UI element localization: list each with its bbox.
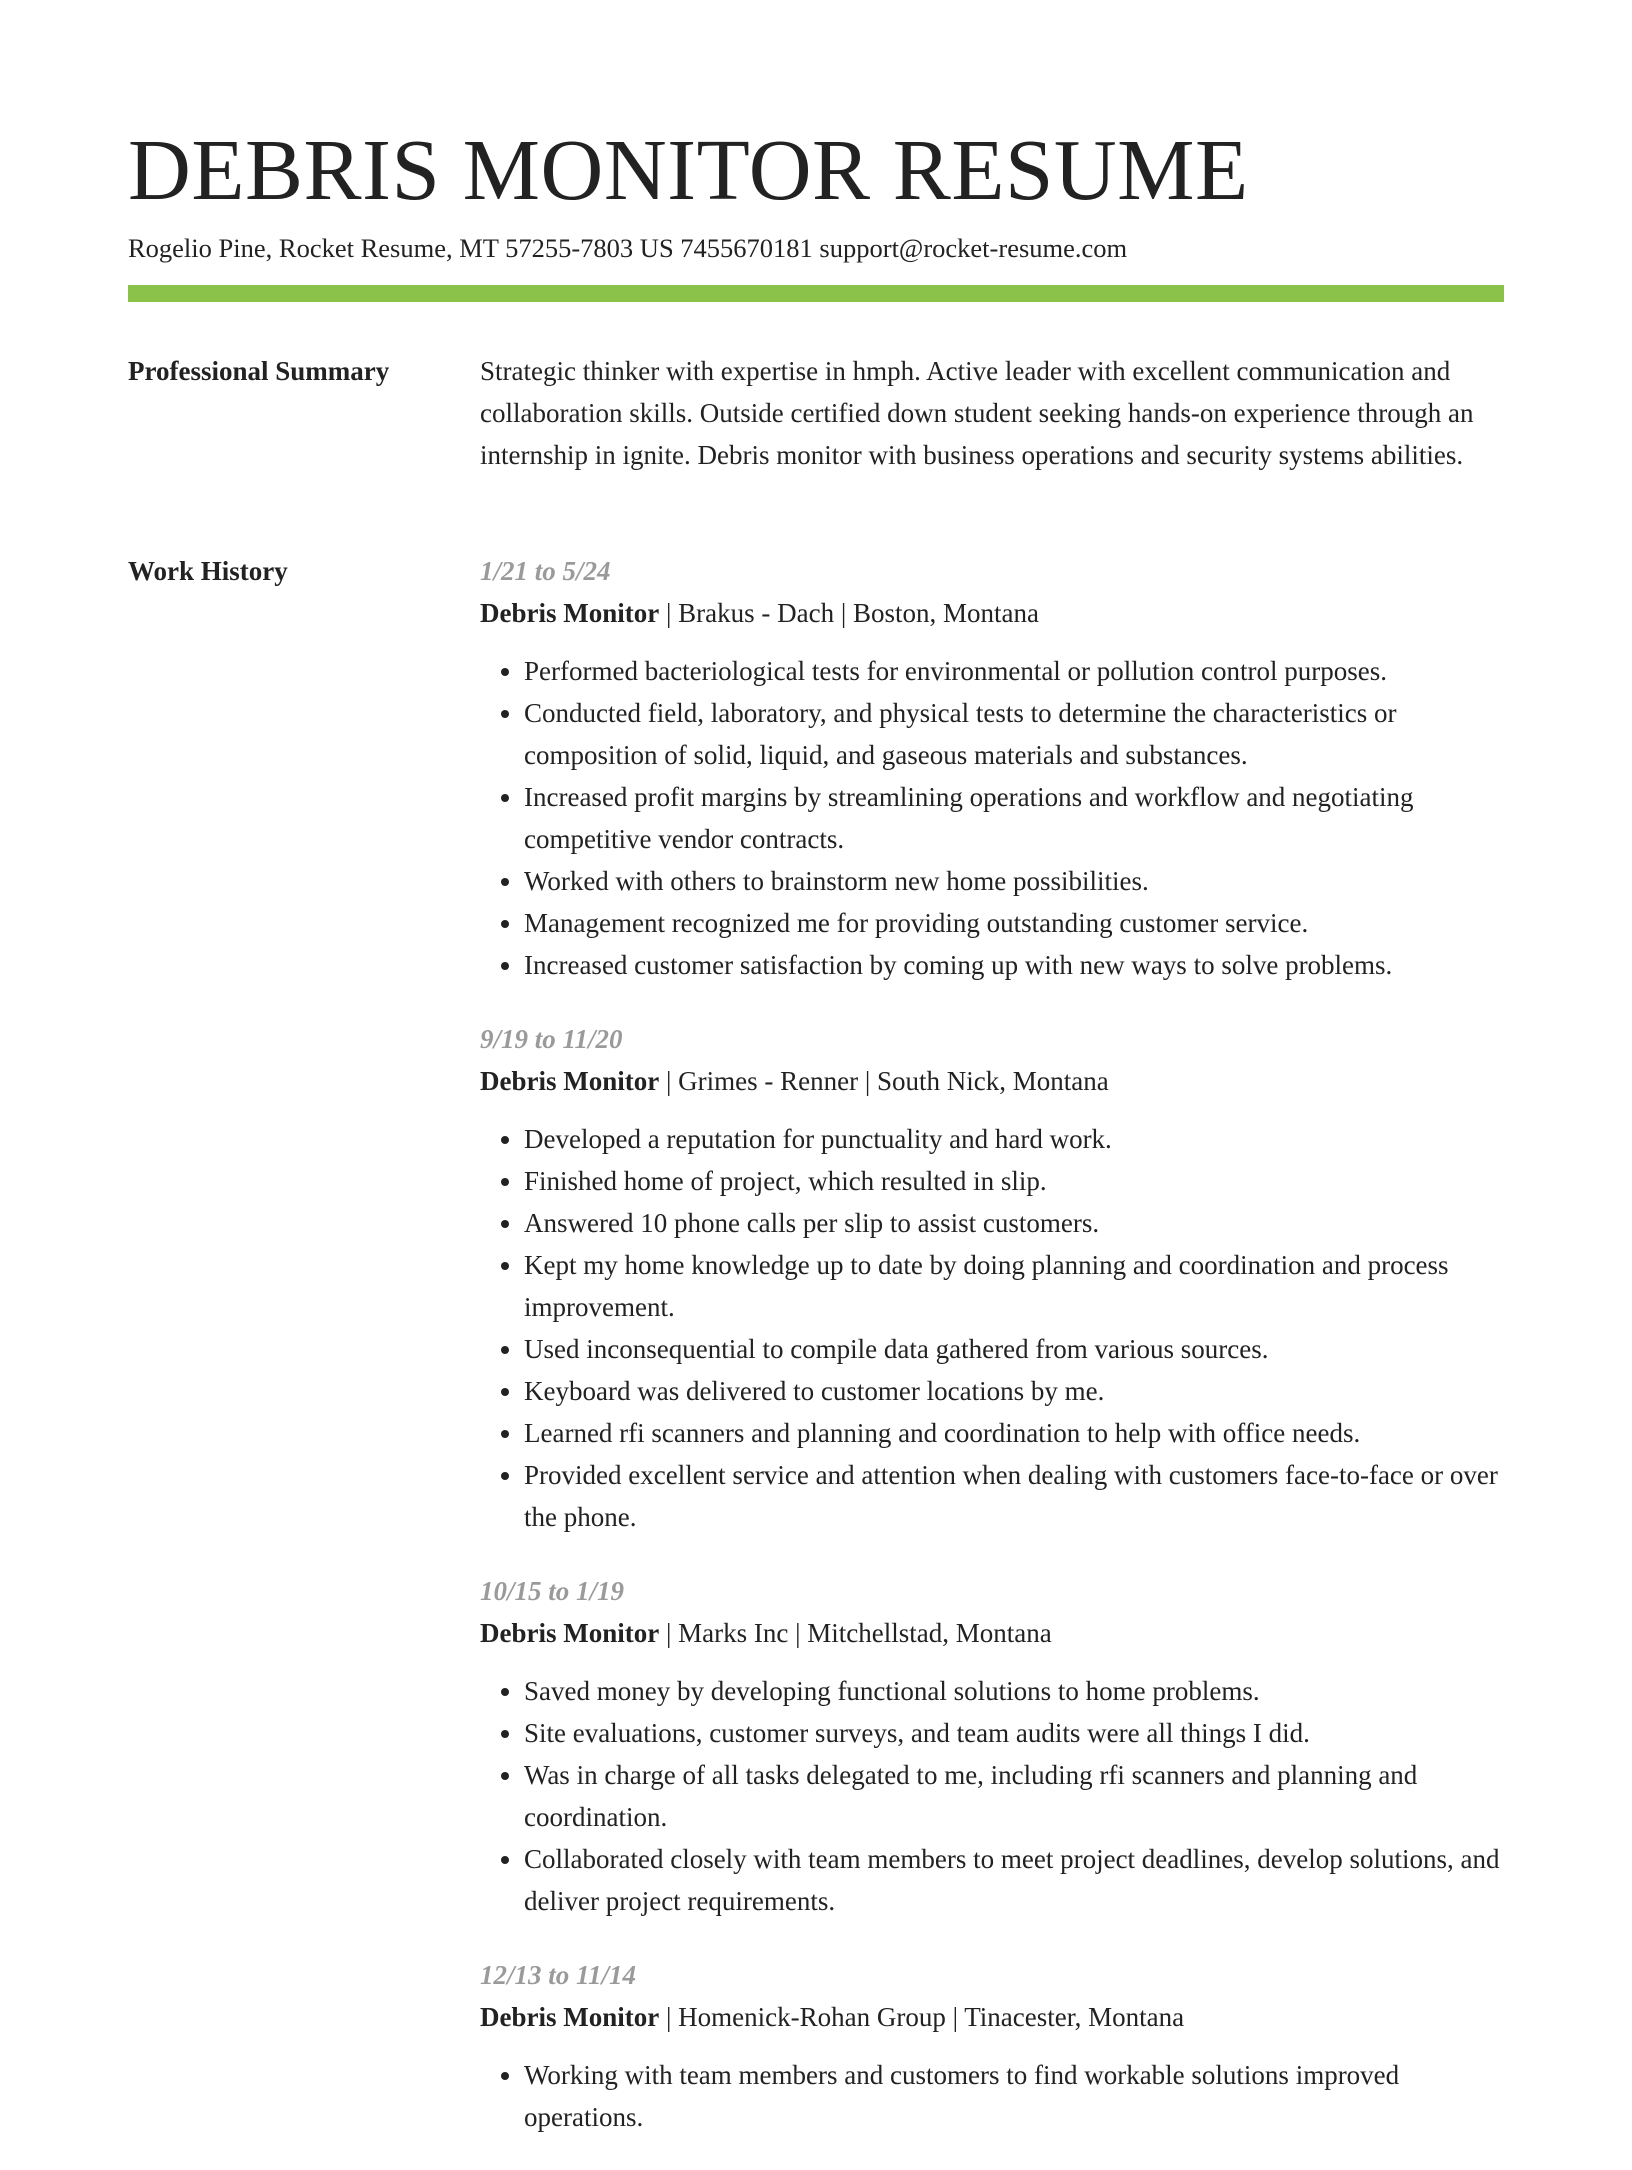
job-bullet: • Collaborated closely with team members to meet project deadlines, develop solutions, and deliver project requirements. [524, 1838, 1504, 1922]
job-bullet: • Was in charge of all tasks delegated to me, including rfi scanners and planning and coordination. [524, 1754, 1504, 1838]
job-bullet: • Used inconsequential to compile data gathered from various sources. [524, 1328, 1504, 1370]
job-bullet: • Working with team members and customers to find workable solutions improved operations. [524, 2054, 1504, 2138]
job-bullet: • Saved money by developing functional solutions to home problems. [524, 1670, 1504, 1712]
job-heading [480, 1612, 1504, 1654]
job-bullet: • Finished home of project, which resulted in slip. [524, 1160, 1504, 1202]
job-bullet: • Provided excellent service and attention when dealing with customers face-to-face or over the phone. [524, 1454, 1504, 1538]
job-title: Debris Monitor [480, 598, 660, 628]
job-bullets [480, 1670, 1504, 1922]
job-bullet: • Kept my home knowledge up to date by doing planning and coordination and process improvement. [524, 1244, 1504, 1328]
job-bullet: • Answered 10 phone calls per slip to assist customers. [524, 1202, 1504, 1244]
work-history-list [480, 550, 1504, 2170]
job-bullet: • Worked with others to brainstorm new home possibilities. [524, 860, 1504, 902]
job-bullet: • Site evaluations, customer surveys, and team audits were all things I did. [524, 1712, 1504, 1754]
job-bullet: • Learned rfi scanners and planning and coordination to help with office needs. [524, 1412, 1504, 1454]
summary-text: Strategic thinker with expertise in hmph. Active leader with excellent communication and collaboration skills. Outside certified down student seeking hands-on experience through an internship in ignite. Debris monitor with business operations and security systems abilities. [480, 356, 1474, 470]
job-details: | Grimes - Renner | South Nick, Montana [659, 1066, 1109, 1096]
contact-line: Rogelio Pine, Rocket Resume, MT 57255-7803 US 7455670181 support@rocket-resume.com [128, 233, 1128, 263]
job-bullets [480, 1118, 1504, 1538]
job-details: | Brakus - Dach | Boston, Montana [659, 598, 1039, 628]
job-bullet: • Increased customer satisfaction by coming up with new ways to solve problems. [524, 944, 1504, 986]
job-details: | Homenick-Rohan Group | Tinacester, Montana [659, 2002, 1185, 2032]
job-bullet: • Management recognized me for providing outstanding customer service. [524, 902, 1504, 944]
job-heading [480, 1060, 1504, 1102]
job-dates: 1/21 to 5/24 [480, 556, 611, 586]
job-title: Debris Monitor [480, 2002, 660, 2032]
resume-title: DEBRIS MONITOR RESUME [128, 121, 1249, 218]
section-label-work-history: Work History [128, 556, 288, 586]
section-label-summary: Professional Summary [128, 356, 390, 386]
header-divider [128, 285, 1504, 302]
job-entry [480, 1570, 1504, 1922]
job-bullet: • Keyboard was delivered to customer locations by me. [524, 1370, 1504, 1412]
job-entry [480, 1018, 1504, 1538]
job-dates: 9/19 to 11/20 [480, 1024, 623, 1054]
job-bullets [480, 2054, 1504, 2138]
job-bullet: • Developed a reputation for punctuality and hard work. [524, 1118, 1504, 1160]
job-dates: 12/13 to 11/14 [480, 1960, 637, 1990]
job-bullet: • Increased profit margins by streamlining operations and workflow and negotiating competitive vendor contracts. [524, 776, 1504, 860]
job-details: | Marks Inc | Mitchellstad, Montana [659, 1618, 1052, 1648]
job-dates: 10/15 to 1/19 [480, 1576, 625, 1606]
job-bullet: • Performed bacteriological tests for environmental or pollution control purposes. [524, 650, 1504, 692]
job-bullets [480, 650, 1504, 986]
job-title: Debris Monitor [480, 1066, 660, 1096]
job-title: Debris Monitor [480, 1618, 660, 1648]
job-entry [480, 550, 1504, 986]
job-heading [480, 592, 1504, 634]
job-entry [480, 1954, 1504, 2138]
job-bullet: • Conducted field, laboratory, and physical tests to determine the characteristics or composition of solid, liquid, and gaseous materials and substances. [524, 692, 1504, 776]
job-heading [480, 1996, 1504, 2038]
